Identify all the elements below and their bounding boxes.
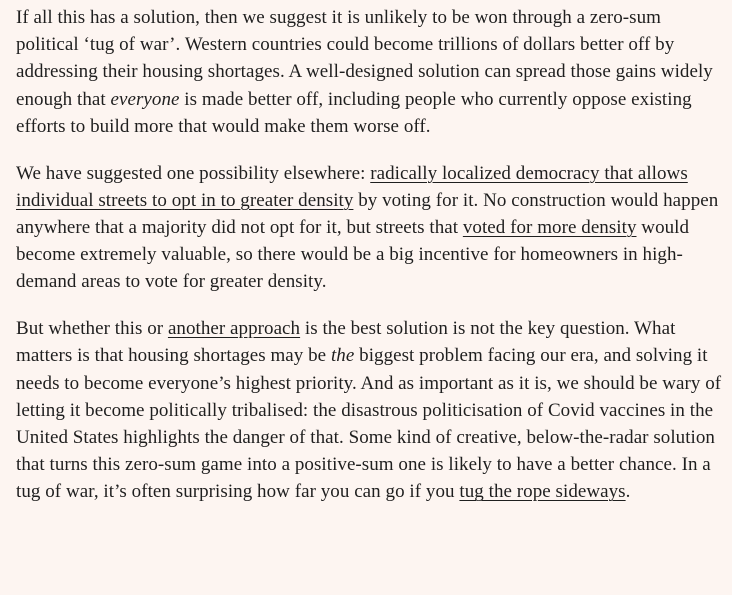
text: by voting for it. No construction would happen anywhere that a majority did not opt for it, but streets that xyxy=(16,189,719,239)
paragraph-3 xyxy=(16,315,722,505)
paragraph-2 xyxy=(16,160,722,296)
text: We have suggested one possibility elsewhere: xyxy=(16,162,371,184)
text: is the best solution is not the key question. What matters is that housing shortages may be xyxy=(16,318,676,367)
text: would become extremely valuable, so there would be a big incentive for homeowners in high-demand areas to vote for greater density. xyxy=(16,217,690,293)
emphasis-everyone: everyone xyxy=(110,88,180,110)
link-tug-the-rope-sideways[interactable]: tug the rope sideways xyxy=(459,481,626,503)
link-voted-for-more-density[interactable]: voted for more density xyxy=(462,217,637,239)
emphasis-the: the xyxy=(330,345,355,367)
link-another-approach[interactable]: another approach xyxy=(167,318,301,340)
text: is made better off, including people who currently oppose existing efforts to build more that would make them worse off. xyxy=(16,88,692,137)
text: If all this has a solution, then we suggest it is unlikely to be won through a zero-sum political ‘tug of war’. Western countries could become trillions of dollars better off by addressing their housing shortages. A well-designed solution can spread those gains widely enough that xyxy=(16,7,713,110)
text: But whether this or xyxy=(16,318,168,340)
paragraph-1 xyxy=(16,4,722,140)
link-localized-democracy[interactable]: radically localized democracy that allows individual streets to opt in to greater density xyxy=(16,162,688,211)
text: . xyxy=(625,481,631,503)
article-body xyxy=(16,4,722,506)
text: biggest problem facing our era, and solving it needs to become everyone’s highest priority. And as important as it is, we should be wary of letting it become politically tribalised: the disastrous politicisation of Covid vaccines in the United States highlights the danger of that. Some kind of creative, below-the-radar solution that turns this zero-sum game into a positive-sum one is likely to have a better chance. In a tug of war, it’s often surprising how far you can go if you xyxy=(16,345,722,503)
